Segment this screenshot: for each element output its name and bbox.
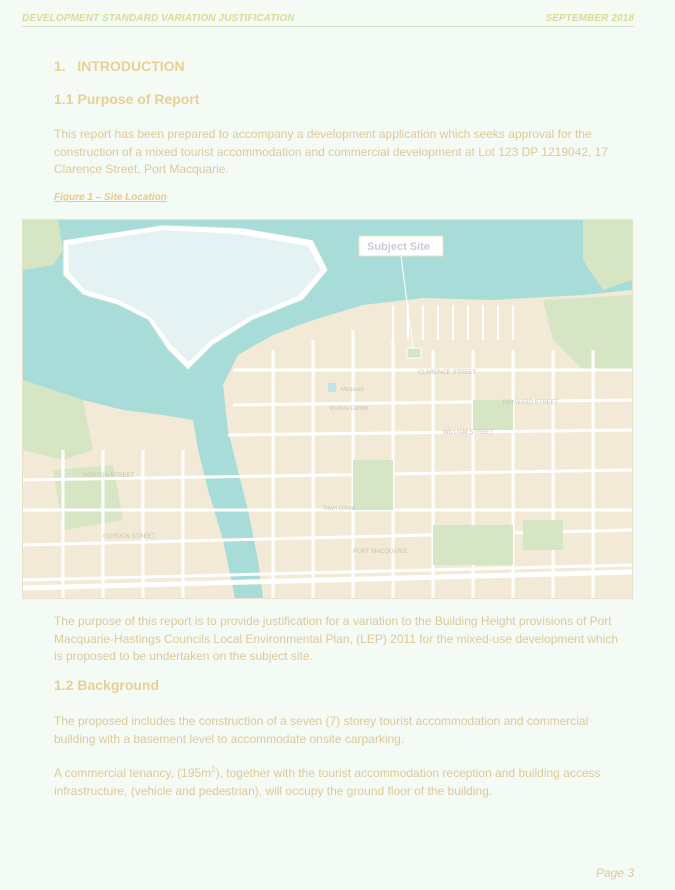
map-label-museum: Museum [341,387,365,393]
page-header [22,13,634,27]
map-graphic [23,220,632,598]
header-title: DEVELOPMENT STANDARD VARIATION JUSTIFICATION [22,13,295,24]
page-number: Page 3 [595,866,634,880]
purpose-paragraph-2: The purpose of this report is to provide justification for a variation to the Building Height provisions of Port Macquarie-Hastings Councils Local Environmental Plan, (LEP) 2011 for the mixed-use development which is proposed to be undertaken on the subject site. [54,614,619,663]
map-label-visitors-centre: Visitors Centre [329,406,369,412]
map-label-clarence-street: CLARENCE STREET [418,370,477,376]
map-label-gordon-street: GORDON STREET [103,534,156,540]
map-label-horton-street: HORTON STREET [83,473,135,479]
map-label-town-green: Town Green [323,506,356,512]
map-label-hayward-street: HAYWARD STREET [503,400,559,406]
header-date: SEPTEMBER 2018 [545,13,634,24]
background-paragraph-2 [54,761,624,800]
background-paragraph-2-start: A commercial tenancy, (195m [54,766,212,780]
superscript-squared: 2 [211,765,216,774]
map-label-william-street: WILLIAM STREET [443,430,494,436]
site-location-map [22,219,633,599]
subject-site-label: Subject Site [367,241,430,253]
background-paragraph-1: The proposed includes the construction of a seven (7) storey tourist accommodation and commercial building with a basement level to accommodate onsite carparking. [54,714,589,746]
purpose-paragraph-1: This report has been prepared to accompany a development application which seeks approval for the construction of a mixed tourist accommodation and commercial development at Lot 123 DP 1219042, 17 Clarence Street, Port Macquarie. [54,127,609,176]
section-heading-purpose: 1.1 Purpose of Report [54,91,200,107]
map-label-port-macquarie: PORT MACQUARIE [353,549,408,555]
figure-caption: Figure 1 – Site Location [54,192,167,203]
section-heading-background: 1.2 Background [54,677,160,693]
background-paragraph-2-end: ), together with the tourist accommodation reception and building access infrastructure, (vehicle and pedestrian), will occupy the ground floor of the building. [54,766,601,798]
section-heading-introduction: 1. INTRODUCTION [54,58,185,74]
